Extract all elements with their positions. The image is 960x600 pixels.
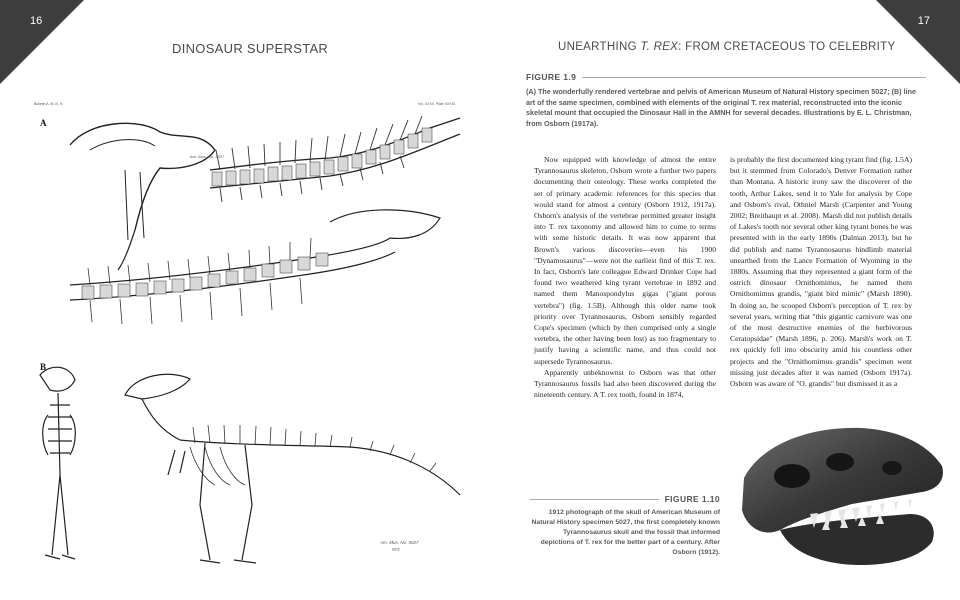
- running-head-italic: T. REX: [640, 41, 679, 53]
- left-corner-tab: [0, 0, 84, 84]
- running-head-suffix: : FROM CRETACEOUS TO CELEBRITY: [678, 41, 896, 53]
- trex-skull-photograph: [732, 418, 950, 586]
- right-page: [480, 0, 960, 600]
- specimen-label-b: Am. Mus. No. 5027: [380, 540, 419, 545]
- figure-1-10-caption-block: [530, 494, 720, 558]
- page-number-right: 17: [917, 15, 930, 27]
- specimen-label-a: Am. Mus. No. 5027: [190, 154, 225, 159]
- figure-1-9-caption-block: [526, 72, 926, 129]
- figure-1-10-caption: 1912 photograph of the skull of American Museum of Natural History specimen 5027, the first completely known Tyrannosaurus skull and the fossil that informed depictions of T. rex for the better part of a century. After Osborn (1912).: [531, 509, 720, 556]
- skeletal-mount-illustration: [30, 355, 470, 585]
- running-head-left: DINOSAUR SUPERSTAR: [172, 41, 329, 56]
- running-head-prefix: UNEARTHING: [558, 41, 641, 53]
- column-1-paragraph-1: Now equipped with knowledge of almost the entire Tyrannosaurus skeleton, Osborn wrote a further two papers documenting their osteology. These works completed the set of primary academic references for this species that would stand for almost a century (Osborn 1912, 1917a). Osborn's analysis of the vertebrae permitted greater insight into T. rex taxonomy and allowed him to come to terms with some historic details. It was now apparent that Brown's various discoveries—even his 1900 "Dynamosaurus"—were not the earliest find of this T. rex. In fact, Osborn's late colleague Edward Drinker Cope had found two weathered king tyrant vertebrae in 1892 and named them Manospondylus gigas ("giant porous vertebra") (fig. 1.5B). Although this older name took priority over Tyrannosaurus, Osborn sensibly regarded Cope's specimen (which by then comprised only a single vertebra, the other having been lost) as too fragmentary to justify having a scientific name, and thus could not supersede Tyrannosaurus.: [534, 155, 716, 366]
- plate-label-a: A: [40, 118, 47, 128]
- figure-1-9-caption: (A) The wonderfully rendered vertebrae and pelvis of American Museum of Natural History specimen 5027; (B) line art of the same specimen, combined with elements of the original T. rex material, reconstructed into the iconic skeletal mount that occupied the Dinosaur Hall in the AMNH for several decades. Illustrations by E. L. Christman, from Osborn (1917a).: [526, 87, 916, 128]
- page-number-left: 16: [30, 15, 43, 27]
- body-column-2: [730, 154, 912, 389]
- plate-label-b: B: [40, 362, 47, 372]
- plate-header-right: Vol. XXXV, Plate XXXIII.: [418, 102, 456, 106]
- specimen-sublabel-b: 973: [392, 547, 400, 552]
- column-1-paragraph-2: Apparently unbeknownst to Osborn was that other Tyrannosaurus fossils had also been discovered during the nineteenth century. A T. rex tooth, found in 1874,: [534, 367, 716, 400]
- body-column-1: [534, 154, 716, 400]
- figure-1-9-label: FIGURE 1.9: [526, 72, 926, 82]
- column-2-paragraph-1: is probably the first documented king tyrant find (fig. 1.5A) but it stemmed from Colorado's Denver Formation rather than Montana. A historic irony saw the discoverer of the tooth, Arthur Lakes, send it to Yale for analysis by Cope and Osborn's rival, Othniel Marsh (Carpenter and Young 2002; Breithaupt et al. 2008). Marsh did not publish details of Lakes's tooth nor several other king tyrant bones he was presented with in the early 1890s (Dalman 2013), but he did publish and name Tyrannosaurus hindlimb material unearthed from the Lance Formation of Wyoming in the 1880s. Assuming that they represented a giant form of the ostrich dinosaur Ornithomimus, he named them Ornithomimus grandis, "giant bird mimic" (Marsh 1890). In doing so, he scooped Osborn's perception of T. rex by several years, writing that "this gigantic carnivore was one of the most destructive enemies of the herbivorous Ceratopsidae" (Marsh 1896, p. 206). Marsh's work on T. rex quickly fell into obscurity amid his countless other projects and the "Ornithomimus grandis" specimen went missing just decades after it was named (Osborn 1917a). Osborn was aware of "O. grandis" but dismissed it as a: [730, 155, 912, 389]
- figure-1-10-label: FIGURE 1.10: [530, 494, 720, 504]
- running-head-right: [558, 41, 895, 53]
- plate-header-left: Bulletin A. M. N. H.: [34, 102, 64, 106]
- vertebrae-pelvis-illustration: [30, 110, 470, 350]
